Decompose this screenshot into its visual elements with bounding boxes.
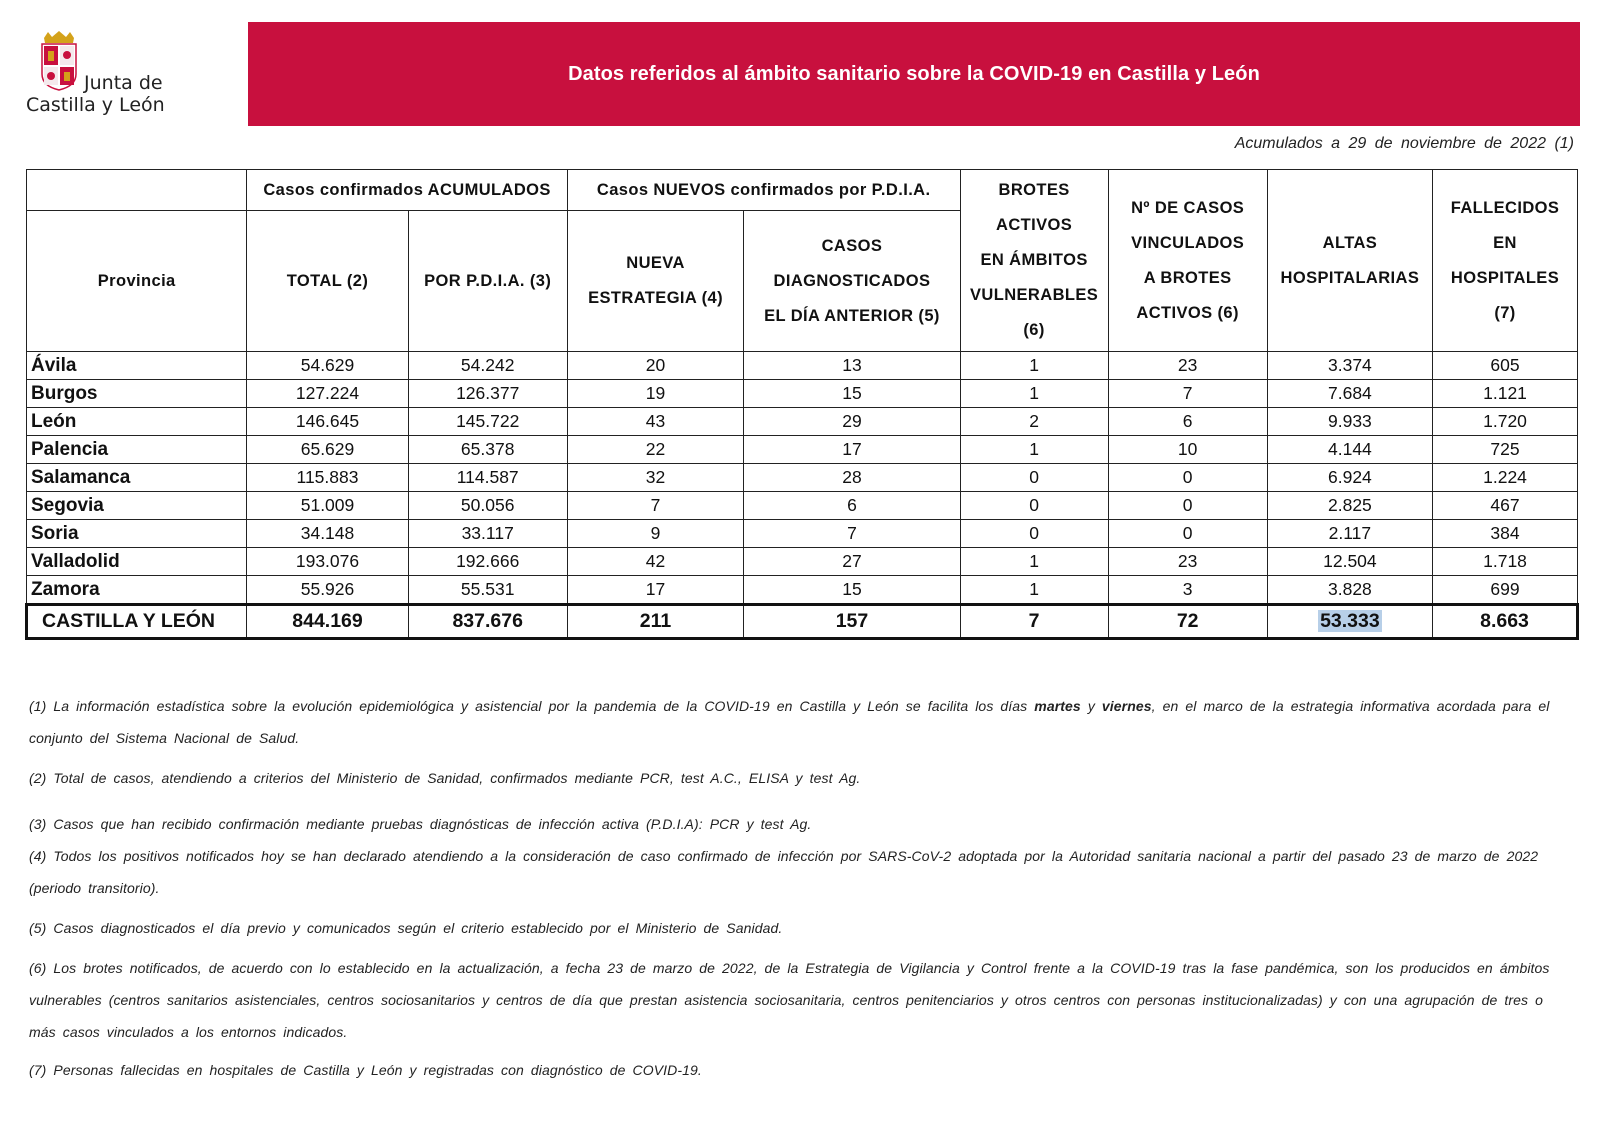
header-vinculados-l4: ACTIVOS (6) [1136, 303, 1239, 322]
cell-total: 127.224 [247, 380, 408, 408]
cell-altas: 7.684 [1267, 380, 1432, 408]
cell-dia: 28 [744, 464, 960, 492]
cell-nueva: 9 [567, 520, 744, 548]
note-1-martes: martes [1034, 698, 1081, 714]
cell-provincia: Ávila [27, 352, 247, 380]
cell-altas: 12.504 [1267, 548, 1432, 576]
logo-line-1: Junta de [84, 72, 163, 94]
header-casos-dia-l1: CASOS [821, 236, 883, 255]
cell-brotes: 0 [960, 520, 1108, 548]
header-brotes-l5: (6) [1023, 321, 1045, 339]
header-vinculados-l3: A BROTES [1143, 268, 1232, 287]
cell-nueva: 20 [567, 352, 744, 380]
cell-brotes: 0 [960, 492, 1108, 520]
cell-nueva: 43 [567, 408, 744, 436]
cell-pdia: 55.531 [408, 576, 567, 605]
cell-total: 54.629 [247, 352, 408, 380]
cell-vinculados: 23 [1108, 352, 1267, 380]
cell-provincia: Segovia [27, 492, 247, 520]
cell-vinculados: 3 [1108, 576, 1267, 605]
cell-nueva: 22 [567, 436, 744, 464]
cell-dia: 13 [744, 352, 960, 380]
cell-vinculados: 10 [1108, 436, 1267, 464]
header-blank [27, 170, 247, 211]
total-nueva: 211 [567, 605, 744, 639]
cell-vinculados: 0 [1108, 492, 1267, 520]
total-row [27, 605, 1578, 639]
logo-line-2: Castilla y León [26, 94, 165, 116]
cell-brotes: 1 [960, 576, 1108, 605]
cell-vinculados: 0 [1108, 520, 1267, 548]
cell-total: 65.629 [247, 436, 408, 464]
note-5: (5) Casos diagnosticados el día previo y comunicados según el criterio establecido por el Ministerio de Sanidad. [29, 920, 783, 936]
cell-pdia: 65.378 [408, 436, 567, 464]
header-brotes-l4: VULNERABLES [970, 286, 1099, 304]
cell-dia: 6 [744, 492, 960, 520]
cell-fallecidos: 1.718 [1433, 548, 1578, 576]
header-fallecidos-l2: EN [1493, 233, 1517, 252]
title-banner [248, 22, 1580, 126]
cell-altas: 3.374 [1267, 352, 1432, 380]
cell-altas: 2.117 [1267, 520, 1432, 548]
table-body [27, 352, 1578, 605]
cell-brotes: 2 [960, 408, 1108, 436]
cell-brotes: 1 [960, 352, 1108, 380]
header-brotes-l1: BROTES [998, 181, 1070, 199]
header-total: TOTAL (2) [247, 211, 408, 352]
table-row [27, 352, 1578, 380]
note-4: (4) Todos los positivos notificados hoy se han declarado atendiendo a la consideración de caso confirmado de infección por SARS-CoV-2 adoptada por la Autoridad sanitaria nacional a partir del pasado 23 de marzo de 2022 (periodo transitorio). [29, 848, 1539, 896]
cell-altas: 4.144 [1267, 436, 1432, 464]
total-brotes: 7 [960, 605, 1108, 639]
header-nueva-l1: NUEVA [626, 254, 685, 272]
total-altas[interactable]: 53.333 [1320, 610, 1380, 632]
header-fallecidos-l3: HOSPITALES [1450, 268, 1560, 287]
header-nueva [567, 211, 744, 352]
note-1-y: y [1087, 698, 1095, 714]
cell-nueva: 19 [567, 380, 744, 408]
cell-total: 115.883 [247, 464, 408, 492]
cell-brotes: 0 [960, 464, 1108, 492]
header-fallecidos-l1: FALLECIDOS [1450, 198, 1560, 217]
cell-pdia: 114.587 [408, 464, 567, 492]
cell-fallecidos: 605 [1433, 352, 1578, 380]
cell-total: 51.009 [247, 492, 408, 520]
note-1 [29, 690, 1574, 754]
cell-pdia: 145.722 [408, 408, 567, 436]
table-row [27, 520, 1578, 548]
total-provincia: CASTILLA Y LEÓN [27, 605, 247, 639]
footnotes [29, 690, 1574, 1086]
cell-pdia: 54.242 [408, 352, 567, 380]
header-casos-dia-l2: DIAGNOSTICADOS [773, 271, 931, 290]
cell-pdia: 50.056 [408, 492, 567, 520]
cell-altas: 3.828 [1267, 576, 1432, 605]
header-altas-l1: ALTAS [1322, 233, 1378, 252]
table-row [27, 464, 1578, 492]
cell-fallecidos: 699 [1433, 576, 1578, 605]
header-vinculados [1108, 170, 1267, 352]
cell-brotes: 1 [960, 380, 1108, 408]
cell-fallecidos: 1.720 [1433, 408, 1578, 436]
header-nueva-l2: ESTRATEGIA (4) [588, 289, 723, 307]
note-1-text-b: , en el marco de la estrategia informativa acordada para el conjunto del Sistema Nacional de Salud. [29, 698, 1550, 746]
cell-dia: 29 [744, 408, 960, 436]
total-dia: 157 [744, 605, 960, 639]
cell-brotes: 1 [960, 436, 1108, 464]
note-6: (6) Los brotes notificados, de acuerdo con lo establecido en la actualización, a fecha 23 de marzo de 2022, de la Estrategia de Vigilancia y Control frente a la COVID-19 tras la fase pandémica, son los producidos en ámbitos vulnerables (centros sanitarios asistenciales, centros sociosanitarios y centros de día que prestan asistencia sociosanitaria, centros penitenciarios y otros centros con personas institucionalizadas) y con una agrupación de tres o más casos vinculados a los entornos indicados. [29, 960, 1550, 1040]
note-2: (2) Total de casos, atendiendo a criterios del Ministerio de Sanidad, confirmados mediante PCR, test A.C., ELISA y test Ag. [29, 770, 861, 786]
group-header-nuevos: Casos NUEVOS confirmados por P.D.I.A. [567, 170, 960, 211]
covid-data-table [25, 169, 1579, 640]
table-row [27, 548, 1578, 576]
cell-provincia: Palencia [27, 436, 247, 464]
cell-dia: 17 [744, 436, 960, 464]
header-vinculados-l2: VINCULADOS [1131, 233, 1245, 252]
cell-provincia: Valladolid [27, 548, 247, 576]
cell-provincia: León [27, 408, 247, 436]
cell-pdia: 192.666 [408, 548, 567, 576]
header-brotes-l2: ACTIVOS [996, 216, 1073, 234]
cell-dia: 27 [744, 548, 960, 576]
header-altas-l2: HOSPITALARIAS [1280, 268, 1420, 287]
cell-total: 34.148 [247, 520, 408, 548]
cell-fallecidos: 384 [1433, 520, 1578, 548]
junta-logo [26, 28, 196, 124]
note-7: (7) Personas fallecidas en hospitales de Castilla y León y registradas con diagnóstico de COVID-19. [29, 1062, 702, 1078]
header-altas [1267, 170, 1432, 352]
cell-fallecidos: 1.121 [1433, 380, 1578, 408]
accumulated-date: Acumulados a 29 de noviembre de 2022 (1) [1234, 135, 1574, 152]
cell-vinculados: 23 [1108, 548, 1267, 576]
header-brotes-l3: EN ÁMBITOS [980, 251, 1088, 269]
cell-total: 55.926 [247, 576, 408, 605]
note-3: (3) Casos que han recibido confirmación mediante pruebas diagnósticas de infección activa (P.D.I.A): PCR y test Ag. [29, 816, 812, 832]
table-row [27, 492, 1578, 520]
note-1-text-a: (1) La información estadística sobre la evolución epidemiológica y asistencial por la pandemia de la COVID-19 en Castilla y León se facilita los días [29, 698, 1028, 714]
header-casos-dia [744, 211, 960, 352]
header-brotes [960, 170, 1108, 352]
cell-provincia: Zamora [27, 576, 247, 605]
cell-pdia: 126.377 [408, 380, 567, 408]
total-fallecidos: 8.663 [1433, 605, 1578, 639]
header-fallecidos-l4: (7) [1494, 303, 1516, 322]
cell-nueva: 7 [567, 492, 744, 520]
cell-vinculados: 7 [1108, 380, 1267, 408]
page-title: Datos referidos al ámbito sanitario sobre la COVID-19 en Castilla y León [568, 62, 1260, 85]
total-altas-cell [1267, 605, 1432, 639]
table-row [27, 380, 1578, 408]
note-1-viernes: viernes [1101, 698, 1152, 714]
cell-brotes: 1 [960, 548, 1108, 576]
cell-dia: 7 [744, 520, 960, 548]
cell-dia: 15 [744, 576, 960, 605]
table-row [27, 436, 1578, 464]
cell-nueva: 42 [567, 548, 744, 576]
cell-total: 193.076 [247, 548, 408, 576]
header-vinculados-l1: Nº DE CASOS [1131, 198, 1245, 217]
cell-total: 146.645 [247, 408, 408, 436]
cell-vinculados: 6 [1108, 408, 1267, 436]
header-pdia: POR P.D.I.A. (3) [408, 211, 567, 352]
table-row [27, 408, 1578, 436]
cell-fallecidos: 725 [1433, 436, 1578, 464]
header-fallecidos [1433, 170, 1578, 352]
cell-altas: 2.825 [1267, 492, 1432, 520]
group-header-acumulados: Casos confirmados ACUMULADOS [247, 170, 567, 211]
cell-altas: 6.924 [1267, 464, 1432, 492]
cell-nueva: 32 [567, 464, 744, 492]
table-row [27, 576, 1578, 605]
cell-fallecidos: 1.224 [1433, 464, 1578, 492]
cell-dia: 15 [744, 380, 960, 408]
cell-nueva: 17 [567, 576, 744, 605]
total-total: 844.169 [247, 605, 408, 639]
cell-provincia: Soria [27, 520, 247, 548]
cell-vinculados: 0 [1108, 464, 1267, 492]
total-pdia: 837.676 [408, 605, 567, 639]
cell-provincia: Salamanca [27, 464, 247, 492]
header-provincia: Provincia [27, 211, 247, 352]
cell-provincia: Burgos [27, 380, 247, 408]
cell-fallecidos: 467 [1433, 492, 1578, 520]
cell-pdia: 33.117 [408, 520, 567, 548]
total-vinculados: 72 [1108, 605, 1267, 639]
header-casos-dia-l3: EL DÍA ANTERIOR (5) [764, 306, 940, 325]
cell-altas: 9.933 [1267, 408, 1432, 436]
